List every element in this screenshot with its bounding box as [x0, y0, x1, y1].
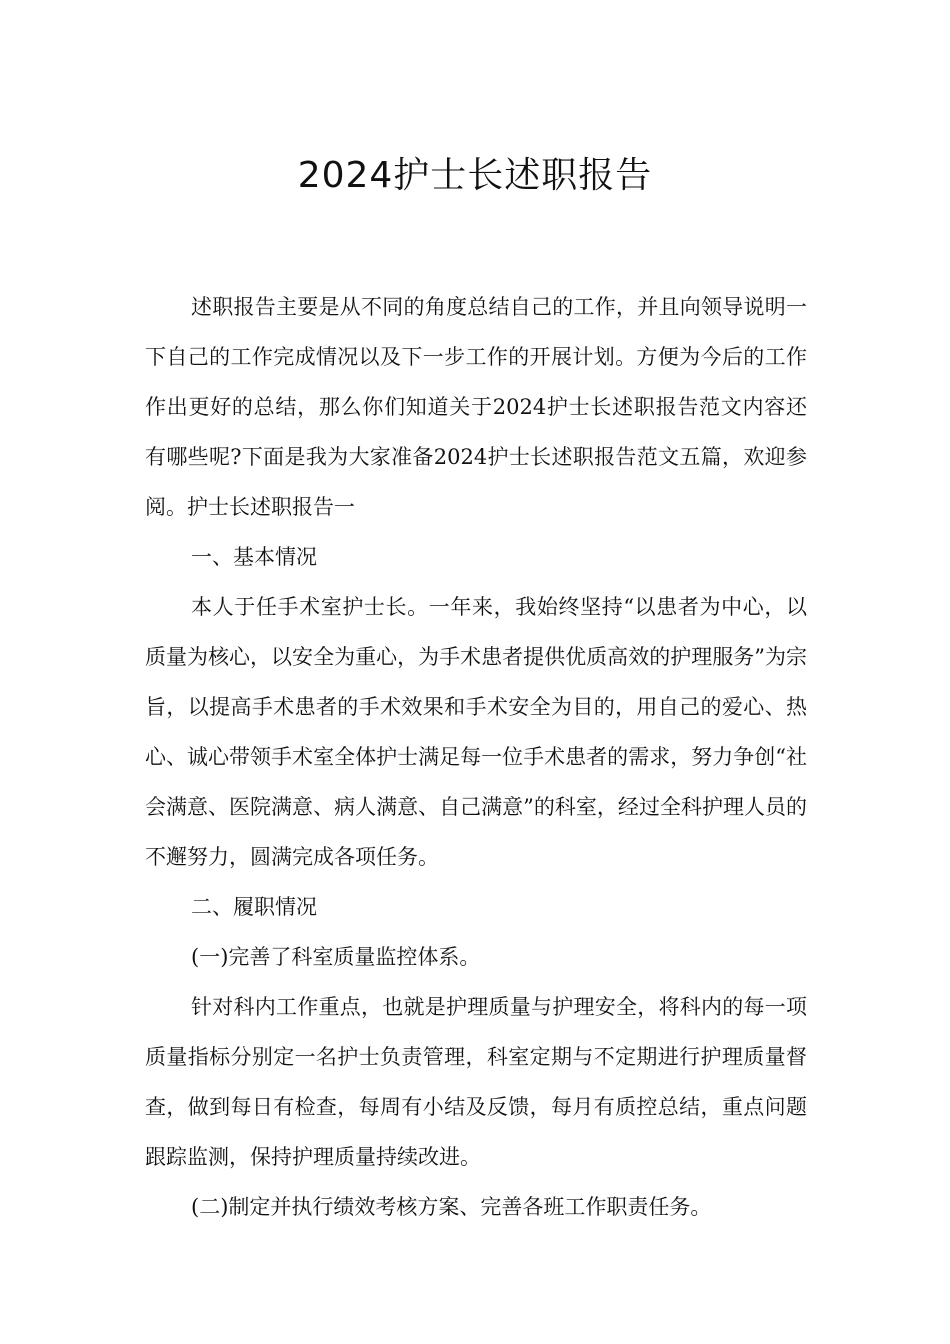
document-body: [145, 282, 807, 1232]
intro-paragraph: 述职报告主要是从不同的角度总结自己的工作，并且向领导说明一下自己的工作完成情况以及下一步工作的开展计划。方便为今后的工作作出更好的总结，那么你们知道关于2024护士长述职报告范文内容还有哪些呢?下面是我为大家准备2024护士长述职报告范文五篇，欢迎参阅。护士长述职报告一: [145, 295, 807, 519]
document-title: 2024护士长述职报告: [297, 155, 653, 197]
section-heading-basic: 一、基本情况: [191, 545, 317, 569]
subsection-heading-performance: (二)制定并执行绩效考核方案、完善各班工作职责任务。: [191, 1195, 712, 1219]
subsection-heading-quality: (一)完善了科室质量监控体系。: [191, 945, 481, 969]
quality-paragraph: 针对科内工作重点，也就是护理质量与护理安全，将科内的每一项质量指标分别定一名护士负责管理，科室定期与不定期进行护理质量督查，做到每日有检查，每周有小结及反馈，每月有质控总结，重点问题跟踪监测，保持护理质量持续改进。: [145, 995, 807, 1169]
basic-info-paragraph: 本人于任手术室护士长。一年来，我始终坚持“以患者为中心，以质量为核心，以安全为重心，为手术患者提供优质高效的护理服务”为宗旨，以提高手术患者的手术效果和手术安全为目的，用自己的爱心、热心、诚心带领手术室全体护士满足每一位手术患者的需求，努力争创“社会满意、医院满意、病人满意、自己满意”的科室，经过全科护理人员的不邂努力，圆满完成各项任务。: [145, 595, 807, 869]
section-heading-duties: 二、履职情况: [191, 895, 317, 919]
